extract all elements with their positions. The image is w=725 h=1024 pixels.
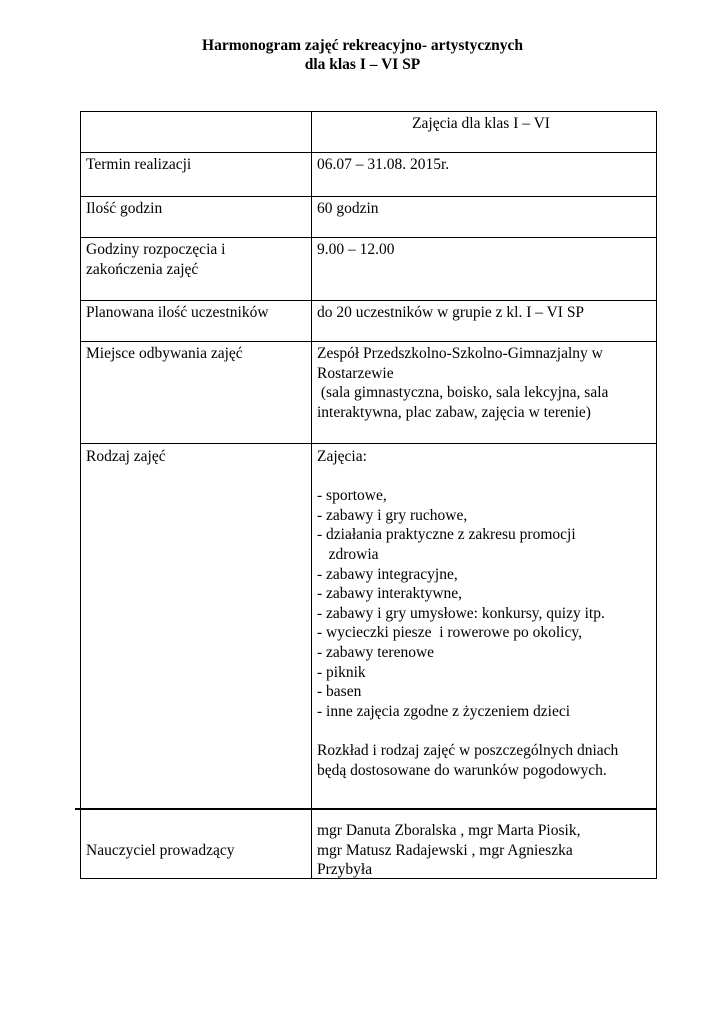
label-nauczyciel: Nauczyciel prowadzący — [86, 842, 235, 859]
table-border-top — [80, 111, 657, 112]
spacer — [317, 721, 651, 741]
list-item: - zabawy i gry umysłowe: konkursy, quizy itp. — [317, 604, 605, 622]
spacer — [317, 467, 651, 487]
label-termin: Termin realizacji — [86, 156, 192, 173]
value-miejsce-line2: Rostarzewie — [317, 364, 394, 382]
list-item: - sportowe, — [317, 487, 387, 505]
label-godziny-line1: Godziny rozpoczęcia i — [86, 241, 226, 258]
label-miejsce: Miejsce odbywania zajęć — [86, 345, 243, 362]
list-item: - basen — [317, 683, 362, 701]
list-item: - zabawy i gry ruchowe, — [317, 506, 468, 524]
rodzaj-note-line2: będą dostosowane do warunków pogodowych. — [317, 761, 607, 779]
value-miejsce-line4: interaktywna, plac zabaw, zajęcia w terenie) — [317, 403, 591, 421]
list-item: - wycieczki piesze i rowerowe po okolicy, — [317, 624, 582, 642]
document-subtitle: dla klas I – VI SP — [304, 56, 421, 73]
row-divider — [80, 443, 657, 444]
label-rodzaj: Rodzaj zajęć — [86, 448, 166, 465]
table-border-left — [80, 111, 81, 879]
row-divider — [80, 196, 657, 197]
document-title: Harmonogram zajęć rekreacyjno- artystycznych — [202, 37, 523, 54]
value-nauczyciel-line1: mgr Danuta Zboralska , mgr Marta Piosik, — [317, 822, 581, 839]
value-rodzaj — [311, 447, 657, 780]
row-divider — [80, 152, 657, 153]
value-miejsce-line3: (sala gimnastyczna, boisko, sala lekcyjna, sala — [317, 384, 609, 402]
value-termin: 06.07 – 31.08. 2015r. — [317, 156, 450, 173]
list-item: - działania praktyczne z zakresu promocji — [317, 526, 576, 544]
row-divider — [80, 341, 657, 342]
value-ilosc-godzin: 60 godzin — [317, 200, 379, 217]
list-item: - piknik — [317, 663, 366, 681]
row-divider — [80, 237, 657, 238]
label-godziny — [80, 240, 311, 279]
activity-list — [317, 486, 651, 721]
value-miejsce — [311, 344, 657, 422]
value-godziny: 9.00 – 12.00 — [317, 241, 395, 258]
header-cell-classes: Zajęcia dla klas I – VI — [412, 115, 550, 132]
rodzaj-note-line1: Rozkład i rodzaj zajęć w poszczególnych dniach — [317, 741, 619, 759]
label-uczestnicy: Planowana ilość uczestników — [86, 304, 269, 321]
list-item: - zabawy integracyjne, — [317, 565, 458, 583]
row-divider-bold — [75, 808, 657, 810]
value-nauczyciel — [311, 821, 657, 880]
label-ilosc-godzin: Ilość godzin — [86, 200, 163, 217]
value-nauczyciel-line2: mgr Matusz Radajewski , mgr Agnieszka — [317, 841, 573, 859]
label-godziny-line2: zakończenia zajęć — [86, 260, 199, 278]
list-item: zdrowia — [317, 545, 379, 563]
value-uczestnicy: do 20 uczestników w grupie z kl. I – VI SP — [317, 304, 585, 321]
row-divider — [80, 300, 657, 301]
list-item: - zabawy terenowe — [317, 643, 435, 661]
value-nauczyciel-line3: Przybyła — [317, 861, 373, 879]
list-item: - zabawy interaktywne, — [317, 585, 463, 603]
list-item: - inne zajęcia zgodne z życzeniem dzieci — [317, 702, 571, 720]
rodzaj-intro: Zajęcia: — [317, 448, 367, 465]
value-miejsce-line1: Zespół Przedszkolno-Szkolno-Gimnazjalny w — [317, 345, 603, 362]
